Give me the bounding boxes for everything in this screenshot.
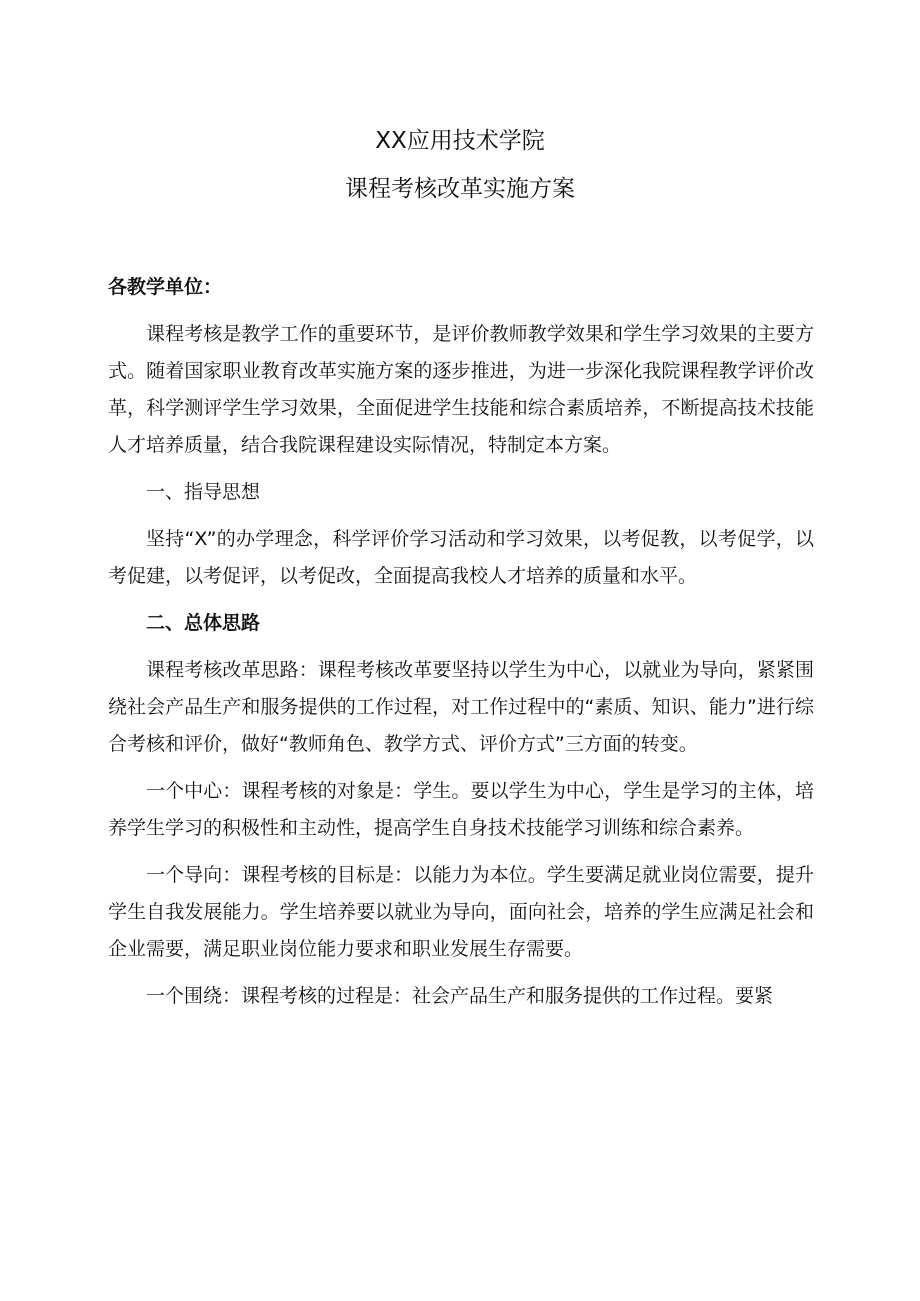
one-orientation-paragraph: 一个导向：课程考核的目标是：以能力为本位。学生要满足就业岗位需要，提升学生自我发展能力。学生培养要以就业为导向，面向社会，培养的学生应满足社会和企业需要，满足职业岗位能力要求和职业发展生存需要。 <box>108 864 814 960</box>
intro-paragraph: 课程考核是教学工作的重要环节，是评价教师教学效果和学生学习效果的主要方式。随着国家职业教育改革实施方案的逐步推进，为进一步深化我院课程教学评价改革，科学测评学生学习效果，全面促进学生技能和综合素质培养，不断提高技术技能人才培养质量，结合我院课程建设实际情况，特制定本方案。 <box>108 323 814 456</box>
document-body <box>108 269 814 1025</box>
section-heading-guiding-ideology: 一、指导思想 <box>146 481 261 503</box>
guiding-ideology-paragraph: 坚持“X”的办学理念，科学评价学习活动和学习效果，以考促教，以考促学，以考促建，以考促评，以考促改，全面提高我校人才培养的质量和水平。 <box>108 528 814 587</box>
document-title-plan: 课程考核改革实施方案 <box>345 176 575 202</box>
section-heading-overall-approach: 二、总体思路 <box>146 612 261 634</box>
title-block <box>0 126 920 204</box>
one-center-paragraph: 一个中心：课程考核的对象是：学生。要以学生为中心，学生是学习的主体，培养学生学习的积极性和主动性，提高学生自身技术技能学习训练和综合素养。 <box>108 780 814 839</box>
overall-approach-paragraph: 课程考核改革思路：课程考核改革要坚持以学生为中心，以就业为导向，紧紧围绕社会产品生产和服务提供的工作过程，对工作过程中的“素质、知识、能力”进行综合考核和评价，做好“教师角色、教学方式、评价方式”三方面的转变。 <box>108 659 814 755</box>
salutation: 各教学单位： <box>108 276 223 298</box>
one-around-paragraph: 一个围绕：课程考核的过程是：社会产品生产和服务提供的工作过程。要紧 <box>146 985 774 1007</box>
document-title-institution: XX应用技术学院 <box>375 128 545 154</box>
